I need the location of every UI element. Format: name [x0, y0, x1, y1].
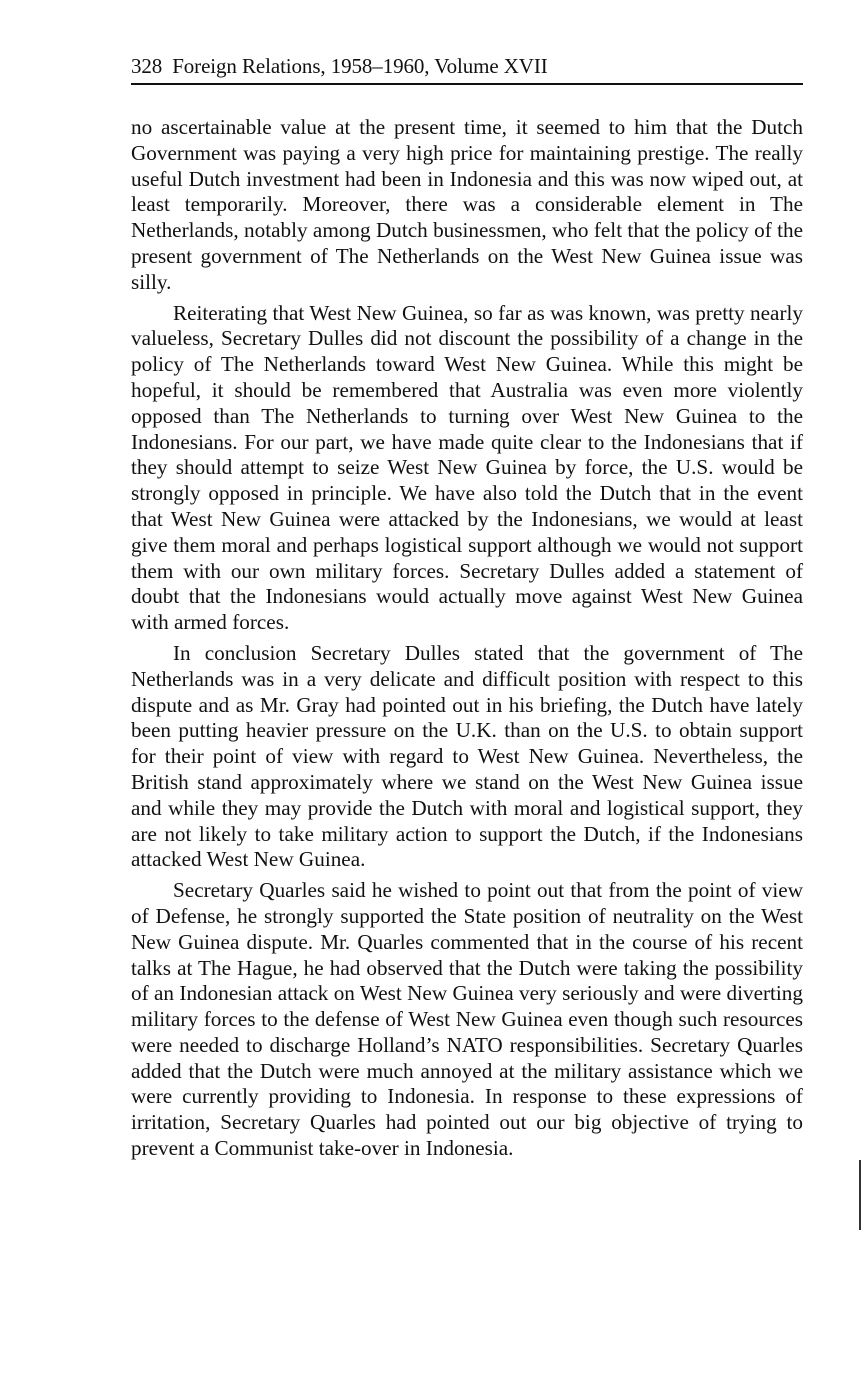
paragraph-continuation: no ascertainable value at the present time, it seemed to him that the Dutch Government was paying a very high price for maintaining prestige. The really useful Dutch investment had been in Indonesia and this was now wiped out, at least temporarily. Moreover, there was a considerable element in The Netherlands, notably among Dutch businessmen, who felt that the policy of the present government of The Netherlands on the West New Guinea issue was silly. [131, 115, 803, 294]
paragraph-quarles: Secretary Quarles said he wished to point out that from the point of view of Defense, he strongly supported the State position of neutrality on the West New Guinea dispute. Mr. Quarles commented that in the course of his recent talks at The Hague, he had observed that the Dutch were taking the possibility of an Indonesian attack on West New Guinea very seriously and were diverting military forces to the defense of West New Guinea even though such resources were needed to discharge Holland’s NATO responsibilities. Secretary Quarles added that the Dutch were much annoyed at the military assistance which we were currently providing to Indonesia. In response to these expressions of irritation, Secretary Quarles had pointed out our big objective of trying to prevent a Communist take-over in Indonesia. [131, 878, 803, 1161]
running-header [131, 56, 803, 85]
paragraph-dulles-valueless: Reiterating that West New Guinea, so far as was known, was pretty nearly valueless, Secretary Dulles did not discount the possibility of a change in the policy of The Netherlands toward West New Guinea. While this might be hopeful, it should be remembered that Australia was even more violently opposed than The Netherlands to turning over West New Guinea to the Indonesians. For our part, we have made quite clear to the Indonesians that if they should attempt to seize West New Guinea by force, the U.S. would be strongly opposed in principle. We have also told the Dutch that in the event that West New Guinea were attacked by the Indonesians, we would at least give them moral and perhaps logistical support although we would not support them with our own military forces. Secretary Dulles added a statement of doubt that the Indonesians would actually move against West New Guinea with armed forces. [131, 300, 803, 635]
body-text [131, 115, 803, 1162]
running-title: Foreign Relations, 1958–1960, Volume XVII [172, 54, 548, 78]
page-number: 328 [131, 54, 163, 78]
paragraph-dulles-conclusion: In conclusion Secretary Dulles stated that the government of The Netherlands was in a very delicate and difficult position with respect to this dispute and as Mr. Gray had pointed out in his briefing, the Dutch have lately been putting heavier pressure on the U.K. than on the U.S. to obtain support for their point of view with regard to West New Guinea. Nevertheless, the British stand approximately where we stand on the West New Guinea issue and while they may provide the Dutch with moral and logistical support, they are not likely to take military action to support the Dutch, if the Indonesians attacked West New Guinea. [131, 640, 803, 872]
document-page [131, 56, 803, 1167]
